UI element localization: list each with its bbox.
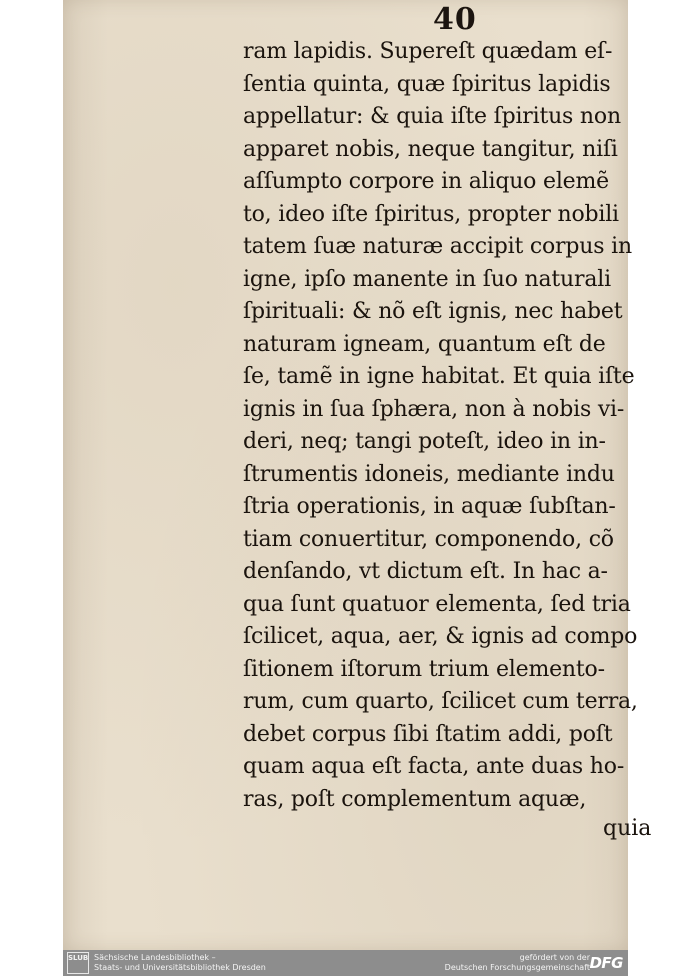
text-line: tiam conuertitur, componendo, cõ [243, 526, 614, 552]
text-line: igne, ipſo manente in ſuo naturali [243, 266, 611, 292]
text-line: naturam igneam, quantum eſt de [243, 331, 606, 357]
text-line: apparet nobis, neque tangitur, niſi [243, 136, 618, 162]
text-line: qua ſunt quatuor elementa, ſed tria [243, 591, 631, 617]
text-line: debet corpus ſibi ſtatim addi, poſt [243, 721, 613, 747]
text-line: ram lapidis. Supereſt quædam eſ- [243, 39, 613, 64]
library-name-line-2: Staats- und Universitätsbibliothek Dresden [94, 963, 266, 972]
text-line: ignis in ſua ſphæra, non à nobis vi- [243, 396, 625, 422]
text-line: ſitionem iſtorum trium elemento- [243, 656, 605, 682]
text-line: deri, neq; tangi poteſt, ideo in in- [243, 429, 606, 454]
sponsor-line-2: Deutschen Forschungsgemeinschaft [444, 963, 590, 972]
text-line: ſe, tamẽ in igne habitat. Et quia iſte [243, 364, 635, 389]
sponsor-line-1: gefördert von der [519, 953, 590, 962]
text-line: ſtrumentis idoneis, mediante indu [243, 461, 615, 487]
page-text-block [243, 36, 668, 816]
text-line: ſtria operationis, in aquæ ſubſtan- [243, 494, 616, 519]
text-line: ſpirituali: & nõ eſt ignis, nec habet [243, 299, 623, 324]
scanned-page [63, 0, 652, 950]
text-line: to, ideo iſte ſpiritus, propter nobili [243, 201, 619, 227]
footer-bar [63, 950, 628, 976]
text-line: rum, cum quarto, ſcilicet cum terra, [243, 689, 638, 714]
text-line: ras, poſt complementum aquæ, [243, 786, 587, 812]
page-number: 40 [433, 2, 477, 37]
slub-logo-text: SLUB [68, 954, 89, 962]
library-name-line-1: Sächsische Landesbibliothek – [94, 953, 216, 962]
text-line: tatem ſuæ naturæ accipit corpus in [243, 234, 632, 259]
text-line: denſando, vt dictum eſt. In hac a- [243, 559, 608, 584]
catchword: quia [603, 816, 652, 841]
text-line: ſcilicet, aqua, aer, & ignis ad compo [243, 624, 638, 649]
text-line: quam aqua eſt facta, ante duas ho- [243, 754, 625, 779]
text-line: appellatur: & quia iſte ſpiritus non [243, 104, 621, 129]
dfg-logo-icon: DFG [589, 954, 623, 972]
text-line: ſentia quinta, quæ ſpiritus lapidis [243, 71, 611, 97]
slub-logo-icon [67, 952, 89, 974]
text-line: aſſumpto corpore in aliquo elemẽ [243, 169, 609, 194]
